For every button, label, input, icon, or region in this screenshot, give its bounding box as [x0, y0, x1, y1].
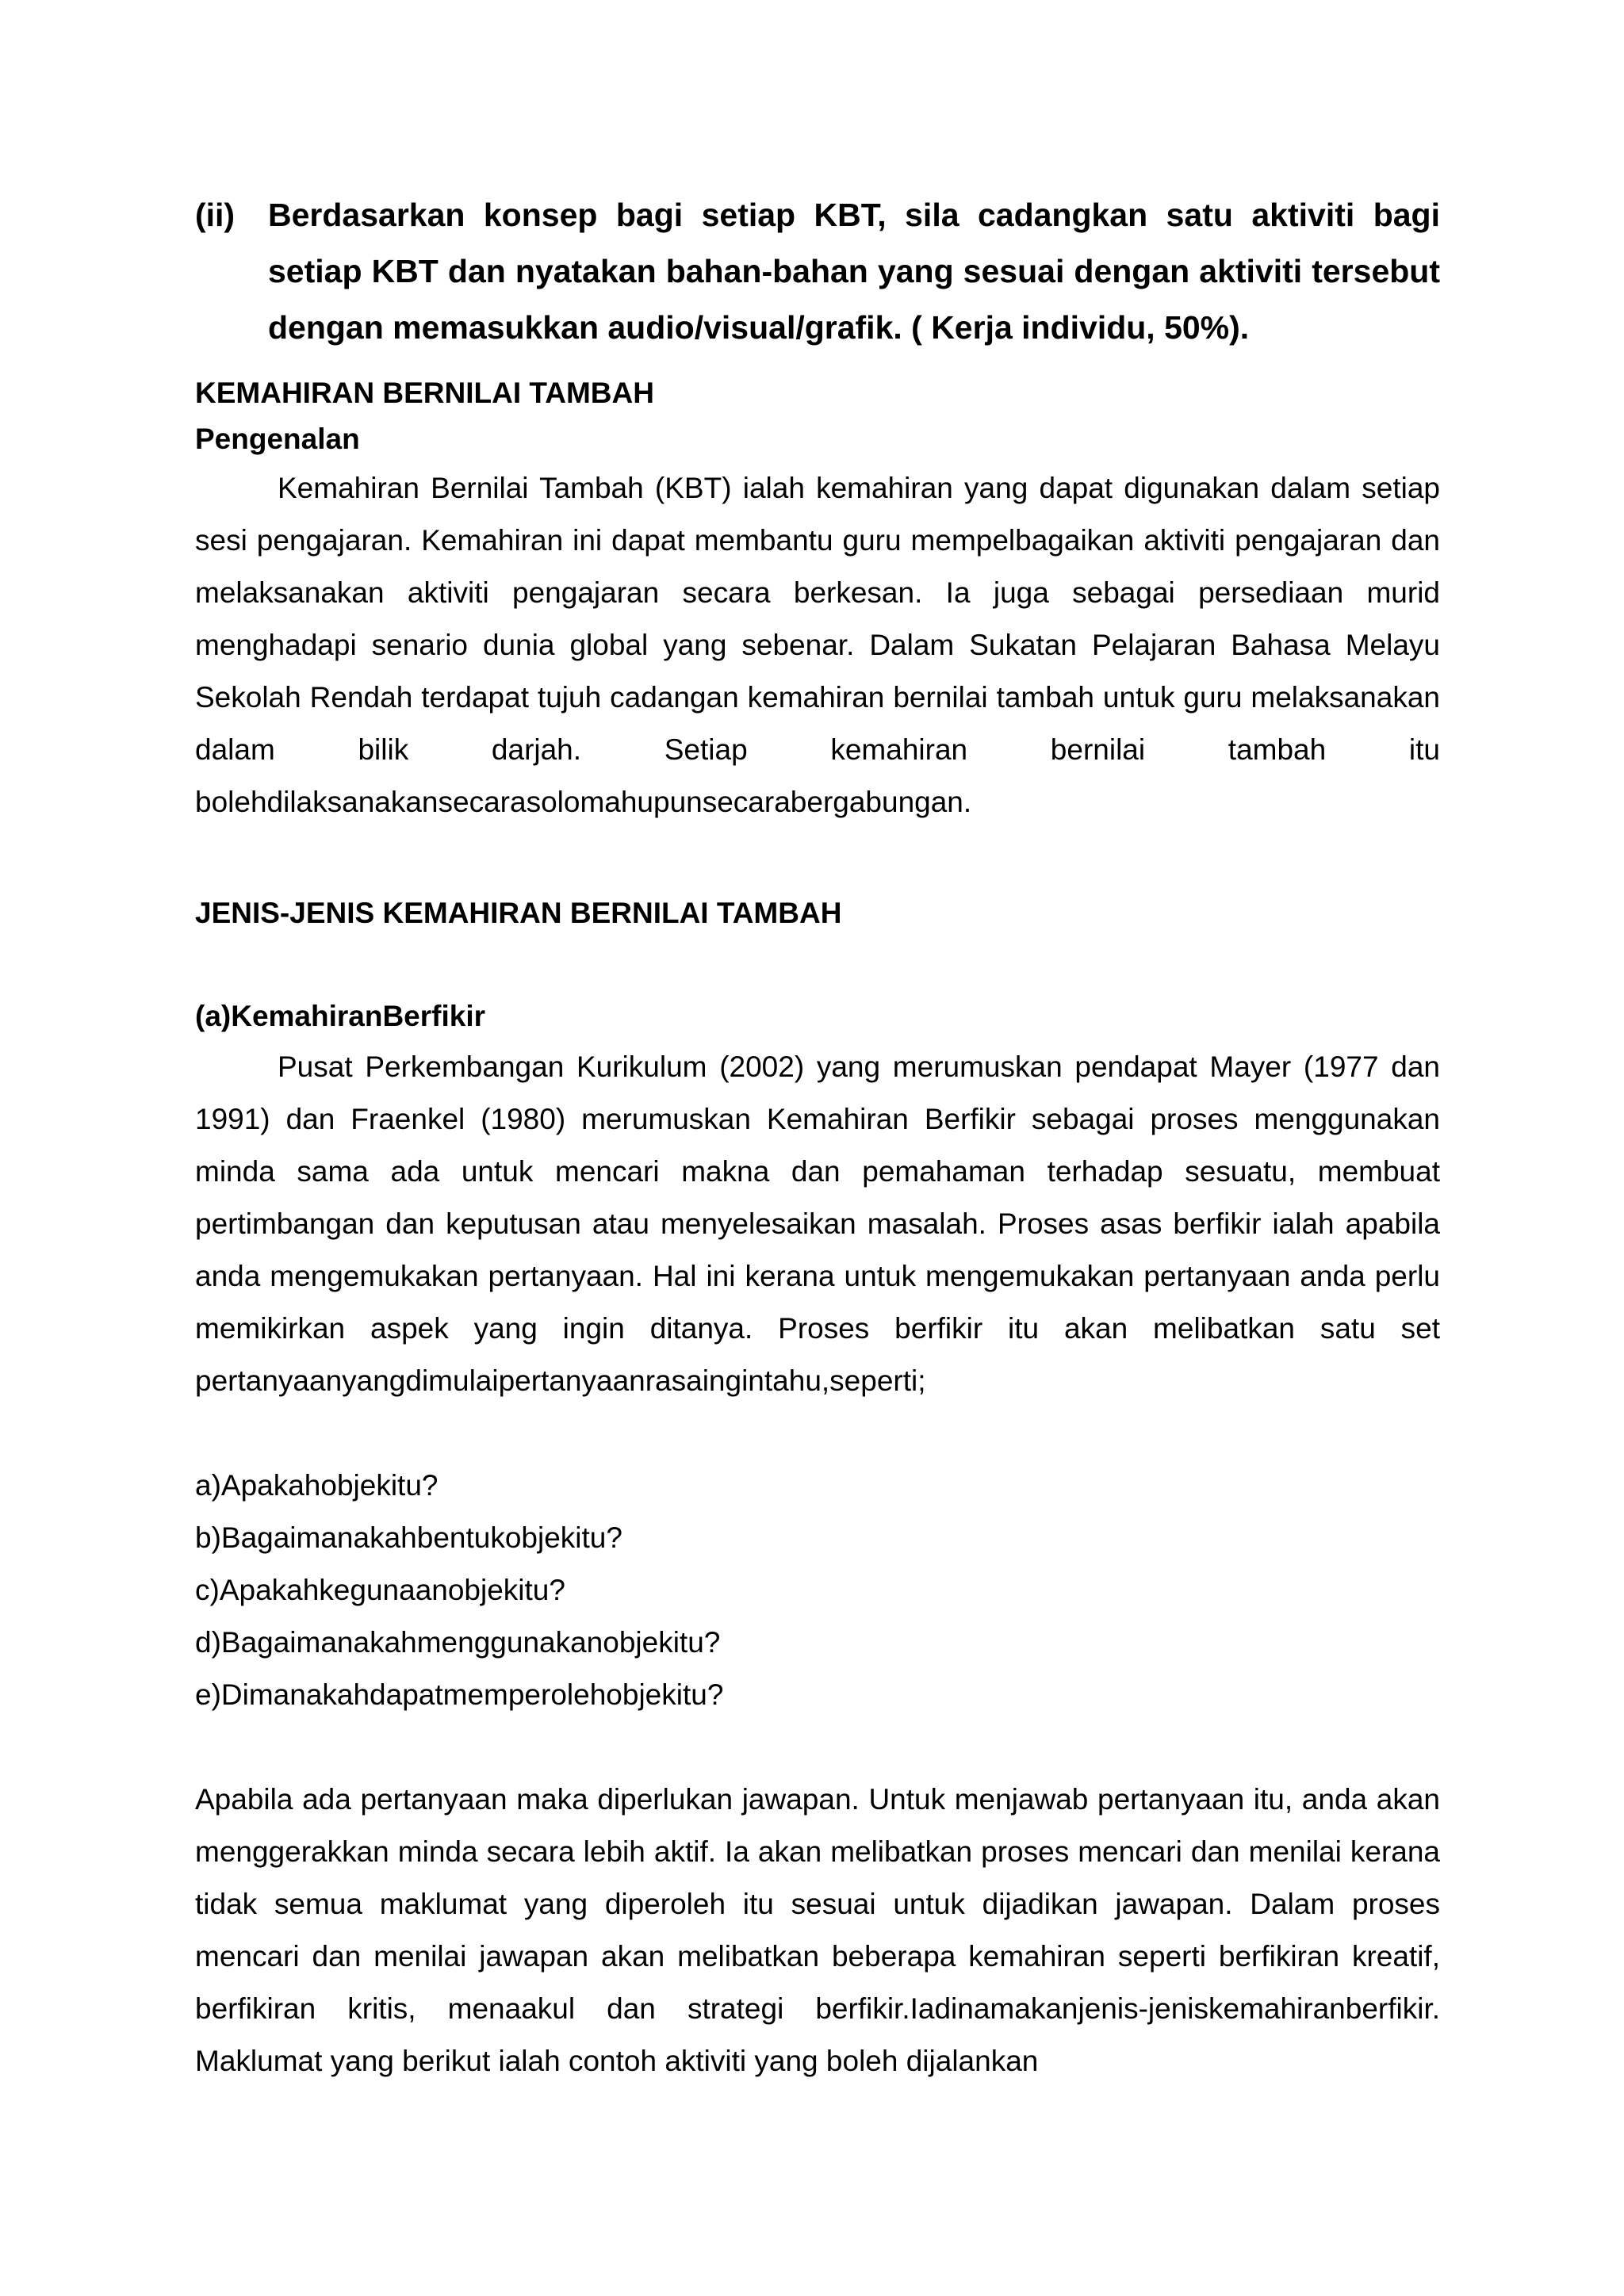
list-item: a)Apakahobjekitu? — [195, 1469, 439, 1502]
paragraph-pengenalan: Kemahiran Bernilai Tambah (KBT) ialah kemahiran yang dapat digunakan dalam setiap sesi pengajaran. Kemahiran ini dapat membantu guru mempelbagaikan aktiviti pengajaran dan melaksanakan aktiviti pengajaran secara berkesan. Ia juga sebagai persediaan murid menghadapi senario dunia global yang sebenar. Dalam Sukatan Pelajaran Bahasa Melayu Sekolah Rendah terdapat tujuh cadangan kemahiran bernilai tambah untuk guru melaksanakan dalam bilik darjah. Setiap kemahiran bernilai tambah itu bolehdilaksanakansecarasolomahupunsecarabergabungan. — [195, 472, 1440, 818]
question-number: (ii) — [195, 197, 236, 233]
section-heading-jenis: JENIS-JENIS KEMAHIRAN BERNILAI TAMBAH — [195, 897, 842, 929]
list-item: b)Bagaimanakahbentukobjekitu? — [195, 1521, 622, 1554]
paragraph-jawapan-text: Apabila ada pertanyaan maka diperlukan jawapan. Untuk menjawab pertanyaan itu, anda akan menggerakkan minda secara lebih aktif. Ia akan melibatkan proses mencari dan menilai kerana tidak semua maklumat yang diperoleh itu sesuai untuk dijadikan jawapan. Dalam proses mencari dan menilai jawapan akan melibatkan beberapa kemahiran seperti berfikiran kreatif, berfikiran kritis, menaakul dan strategi berfikir.Iadinamakanjenis-jeniskemahiranberfikir. — [195, 1783, 1440, 2025]
document-page — [195, 187, 1440, 2087]
assignment-question — [195, 187, 1440, 356]
section-heading-kbt: KEMAHIRAN BERNILAI TAMBAH — [195, 377, 654, 409]
subheading-pengenalan: Pengenalan — [195, 423, 360, 455]
paragraph-jawapan — [195, 1774, 1440, 2087]
list-item: c)Apakahkegunaanobjekitu? — [195, 1574, 565, 1606]
subheading-kemahiran-berfikir: (a)KemahiranBerfikir — [195, 1000, 486, 1032]
question-list — [195, 1460, 1440, 1721]
list-item: d)Bagaimanakahmenggunakanobjekitu? — [195, 1626, 721, 1659]
paragraph-kemahiran-berfikir: Pusat Perkembangan Kurikulum (2002) yang merumuskan pendapat Mayer (1977 dan 1991) dan Fraenkel (1980) merumuskan Kemahiran Berfikir sebagai proses menggunakan minda sama ada untuk mencari makna dan pemahaman terhadap sesuatu, membuat pertimbangan dan keputusan atau menyelesaikan masalah. Proses asas berfikir ialah apabila anda mengemukakan pertanyaan. Hal ini kerana untuk mengemukakan pertanyaan anda perlu memikirkan aspek yang ingin ditanya. Proses berfikir itu akan melibatkan satu set pertanyaanyangdimulaipertanyaanrasaingintahu,seperti; — [195, 1050, 1440, 1397]
list-item: e)Dimanakahdapatmemperolehobjekitu? — [195, 1678, 724, 1711]
question-text: Berdasarkan konsep bagi setiap KBT, sila cadangkan satu aktiviti bagi setiap KBT dan nyatakan bahan-bahan yang sesuai dengan aktiviti tersebut dengan memasukkan audio/visual/grafik. ( Kerja individu, 50%). — [268, 197, 1440, 346]
paragraph-jawapan-continued: Maklumat yang berikut ialah contoh aktiviti yang boleh dijalankan — [195, 2045, 1039, 2077]
